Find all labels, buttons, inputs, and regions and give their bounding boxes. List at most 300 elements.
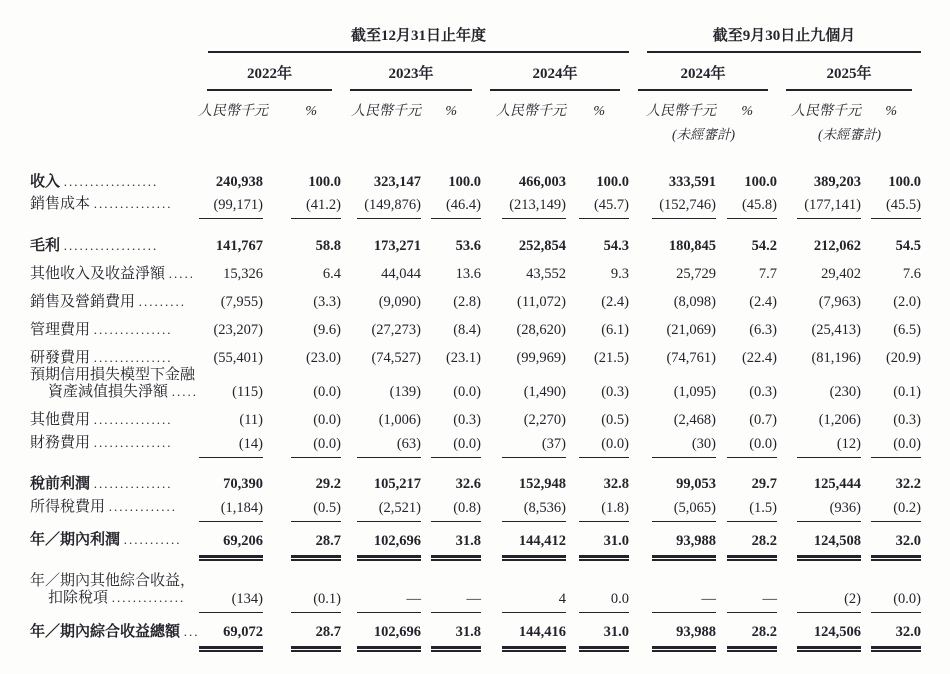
percent-value: 7.6 [902, 265, 921, 282]
percent-value: (0.0) [579, 436, 629, 458]
amount-cell [777, 384, 861, 401]
percent-value: (2.0) [893, 293, 921, 310]
percent-cell [861, 476, 921, 493]
row-label [30, 350, 198, 367]
percent-value: 58.8 [315, 237, 341, 254]
amount-value: (14) [199, 436, 263, 458]
row-label [30, 412, 198, 429]
percent-value: 31.8 [431, 533, 481, 558]
amount-value: 212,062 [813, 237, 861, 254]
amount-value: (63) [357, 436, 421, 458]
amount-cell [341, 197, 421, 219]
amount-cell [629, 624, 716, 649]
row-label-text: 收入 [30, 173, 61, 190]
table-body [30, 163, 921, 649]
percent-cell [566, 384, 629, 401]
amount-value: 99,053 [676, 476, 716, 493]
amount-cell [777, 322, 861, 339]
amount-value: 29,402 [821, 265, 861, 282]
unit-label-pct: % [741, 104, 753, 119]
amount-value: (2) [797, 591, 861, 613]
percent-cell [861, 197, 921, 219]
amount-cell [481, 174, 566, 191]
percent-value: 32.6 [455, 476, 481, 493]
amount-cell [198, 533, 263, 558]
amount-cell [341, 322, 421, 339]
amount-cell [777, 266, 861, 283]
percent-value: (20.9) [885, 349, 921, 366]
amount-value: 70,390 [223, 476, 263, 493]
amount-cell [198, 294, 263, 311]
amount-cell [198, 591, 263, 613]
amount-cell [198, 174, 263, 191]
amount-value: 323,147 [373, 173, 421, 190]
amount-value: (81,196) [811, 349, 861, 366]
percent-value: (1.8) [579, 500, 629, 522]
amount-cell [481, 500, 566, 522]
row-other-expenses [30, 402, 921, 430]
unit-label-rmb: 人民幣千元 [496, 104, 566, 119]
percent-value: 6.4 [322, 265, 341, 282]
row-label-text: 稅前利潤 [30, 476, 91, 493]
percent-value: (2.4) [749, 293, 777, 310]
row-other-income-and-gains-net [30, 255, 921, 283]
amount-cell [629, 476, 716, 493]
amount-value: 124,506 [797, 624, 861, 649]
amount-cell [777, 238, 861, 255]
percent-cell [566, 533, 629, 558]
amount-value: (134) [199, 591, 263, 613]
row-label [30, 532, 198, 557]
row-label-text: 年／期內綜合收益總額 [30, 623, 181, 640]
amount-cell [777, 533, 861, 558]
percent-cell [716, 350, 777, 367]
row-label-line1: 年／期內其他綜合收益， [30, 572, 196, 589]
row-label-line2: 扣除稅項 [48, 590, 109, 607]
percent-value: (2.8) [453, 293, 481, 310]
amount-cell [629, 384, 716, 401]
unit-label-pct: % [593, 104, 605, 119]
amount-value: (99,969) [516, 349, 566, 366]
row-profit-for-the-year-period [30, 530, 921, 558]
percent-value: (0.0) [291, 436, 341, 458]
percent-cell [566, 476, 629, 493]
percent-value: (0.2) [871, 500, 921, 522]
percent-cell [421, 533, 481, 558]
amount-cell [481, 591, 566, 613]
dot-leader: .............. [111, 590, 186, 606]
percent-value: (2.4) [601, 293, 629, 310]
percent-value: (0.3) [893, 412, 921, 429]
percent-cell [861, 322, 921, 339]
percent-value: (0.1) [291, 591, 341, 613]
amount-cell [341, 350, 421, 367]
dot-leader: ............... [93, 434, 173, 450]
percent-cell [421, 197, 481, 219]
amount-value: (21,069) [666, 321, 716, 338]
amount-cell [341, 476, 421, 493]
amount-cell [481, 476, 566, 493]
dot-leader: ... [183, 623, 200, 639]
amount-value: (12) [797, 436, 861, 458]
amount-cell [481, 436, 566, 458]
amount-cell [341, 384, 421, 401]
amount-cell [198, 238, 263, 255]
percent-cell [263, 533, 341, 558]
percent-cell [566, 238, 629, 255]
percent-cell [861, 350, 921, 367]
row-label [30, 266, 198, 283]
percent-cell [716, 266, 777, 283]
percent-value: — [431, 591, 481, 613]
percent-value: (8.4) [453, 321, 481, 338]
amount-cell [198, 436, 263, 458]
amount-cell [198, 500, 263, 522]
amount-cell [777, 294, 861, 311]
row-label-text: 年／期內利潤 [30, 532, 121, 549]
amount-cell [629, 197, 716, 219]
amount-cell [481, 197, 566, 219]
amount-value: (2,521) [357, 500, 421, 522]
row-label [30, 367, 198, 402]
amount-value: (11) [239, 412, 263, 429]
percent-cell [861, 624, 921, 649]
amount-cell [198, 412, 263, 429]
percent-value: 29.2 [315, 476, 341, 493]
percent-value: (21.5) [593, 349, 629, 366]
percent-value: 13.6 [455, 265, 481, 282]
percent-cell [716, 174, 777, 191]
percent-cell [566, 624, 629, 649]
percent-value: (0.0) [453, 384, 481, 401]
percent-value: (0.0) [871, 436, 921, 458]
unit-label-pct: % [885, 104, 897, 119]
amount-value: (7,955) [220, 293, 263, 310]
amount-value: 389,203 [813, 173, 861, 190]
percent-cell [566, 266, 629, 283]
amount-value: (25,413) [811, 321, 861, 338]
amount-cell [198, 384, 263, 401]
percent-cell [263, 624, 341, 649]
percent-cell [566, 322, 629, 339]
percent-cell [263, 436, 341, 458]
row-label [30, 499, 198, 522]
percent-cell [566, 174, 629, 191]
percent-cell [263, 350, 341, 367]
amount-value: 93,988 [652, 624, 716, 649]
percent-cell [263, 174, 341, 191]
row-profit-before-tax [30, 466, 921, 494]
dot-leader: ..... [171, 384, 199, 400]
row-label-line1: 預期信用損失模型下金融 [30, 367, 196, 383]
amount-value: (37) [502, 436, 566, 458]
amount-value: 105,217 [373, 476, 421, 493]
percent-value: (23.1) [445, 349, 481, 366]
amount-value: 69,206 [199, 533, 263, 558]
amount-value: 240,938 [215, 173, 263, 190]
percent-cell [263, 266, 341, 283]
percent-cell [263, 412, 341, 429]
row-label [30, 238, 198, 255]
amount-value: (74,527) [371, 349, 421, 366]
percent-cell [421, 350, 481, 367]
percent-value: (9.6) [313, 321, 341, 338]
amount-value: 333,591 [668, 173, 716, 190]
percent-cell [421, 476, 481, 493]
amount-cell [341, 294, 421, 311]
percent-cell [716, 322, 777, 339]
percent-value: 28.2 [727, 624, 777, 649]
amount-cell [629, 266, 716, 283]
amount-cell [198, 197, 263, 219]
dot-leader: ............. [108, 498, 178, 514]
dot-leader: ......... [138, 293, 187, 309]
percent-cell [566, 591, 629, 613]
percent-value: 53.6 [455, 237, 481, 254]
row-label [30, 174, 198, 191]
percent-cell [861, 294, 921, 311]
percent-cell [566, 350, 629, 367]
amount-cell [629, 238, 716, 255]
percent-cell [861, 238, 921, 255]
percent-value: (45.7) [579, 197, 629, 219]
percent-value: 54.2 [751, 237, 777, 254]
percent-cell [716, 294, 777, 311]
amount-value: (8,536) [502, 500, 566, 522]
row-label-text: 管理費用 [30, 321, 91, 338]
amount-value: (1,184) [199, 500, 263, 522]
amount-value: (5,065) [652, 500, 716, 522]
percent-cell [861, 174, 921, 191]
amount-cell [777, 174, 861, 191]
amount-value: (139) [389, 384, 421, 401]
year-header-2023: 2023年 [350, 62, 472, 91]
row-label-text: 所得稅費用 [30, 498, 106, 515]
column-group-interim [647, 24, 921, 53]
percent-cell [861, 384, 921, 401]
amount-cell [481, 624, 566, 649]
amount-cell [777, 500, 861, 522]
percent-cell [716, 500, 777, 522]
amount-cell [341, 174, 421, 191]
amount-cell [629, 174, 716, 191]
amount-cell [629, 350, 716, 367]
percent-value: (0.7) [749, 412, 777, 429]
column-group-row [30, 24, 921, 53]
percent-cell [861, 591, 921, 613]
amount-value: (11,072) [517, 293, 566, 310]
amount-value: (23,207) [213, 321, 263, 338]
percent-value: 100.0 [744, 173, 777, 190]
amount-cell [629, 436, 716, 458]
row-label [30, 196, 198, 219]
percent-cell [716, 412, 777, 429]
percent-cell [263, 500, 341, 522]
percent-value: (0.1) [893, 384, 921, 401]
percent-value: (45.8) [727, 197, 777, 219]
amount-cell [481, 533, 566, 558]
amount-value: 180,845 [668, 237, 716, 254]
percent-value: 29.7 [751, 476, 777, 493]
percent-cell [263, 591, 341, 613]
amount-cell [481, 238, 566, 255]
percent-value: 100.0 [888, 173, 921, 190]
amount-cell [629, 294, 716, 311]
amount-value: (9,090) [378, 293, 421, 310]
amount-value: (1,006) [378, 412, 421, 429]
amount-value: (30) [652, 436, 716, 458]
percent-value: 31.0 [579, 533, 629, 558]
unit-label-rmb: 人民幣千元 [646, 104, 716, 119]
percent-cell [421, 322, 481, 339]
amount-cell [777, 476, 861, 493]
percent-value: (6.5) [893, 321, 921, 338]
dot-leader: ............... [93, 349, 173, 365]
row-gross-profit [30, 227, 921, 255]
percent-cell [421, 266, 481, 283]
unaudited-note: (未經審計) [672, 127, 735, 142]
amount-cell [481, 384, 566, 401]
amount-cell [198, 624, 263, 649]
amount-value: 44,044 [381, 265, 421, 282]
percent-cell [421, 294, 481, 311]
amount-value: (99,171) [199, 197, 263, 219]
percent-value: 32.8 [603, 476, 629, 493]
amount-cell [341, 266, 421, 283]
percent-value: (0.3) [453, 412, 481, 429]
amount-value: 124,508 [797, 533, 861, 558]
percent-cell [421, 500, 481, 522]
percent-cell [716, 238, 777, 255]
percent-cell [421, 436, 481, 458]
percent-cell [263, 322, 341, 339]
percent-value: (0.0) [313, 384, 341, 401]
amount-cell [341, 412, 421, 429]
percent-value: (45.5) [871, 197, 921, 219]
percent-cell [421, 238, 481, 255]
amount-cell [777, 624, 861, 649]
interim-group-title: 截至9月30日止九個月 [712, 28, 856, 44]
percent-value: (22.4) [741, 349, 777, 366]
column-group-annual [208, 24, 629, 53]
amount-value: (2,468) [673, 412, 716, 429]
percent-value: (46.4) [431, 197, 481, 219]
row-income-tax-expense [30, 494, 921, 522]
amount-value: 173,271 [373, 237, 421, 254]
amount-cell [341, 533, 421, 558]
amount-value: 466,003 [518, 173, 566, 190]
percent-cell [716, 436, 777, 458]
amount-value: (213,149) [502, 197, 566, 219]
percent-value: (0.8) [431, 500, 481, 522]
amount-cell [777, 350, 861, 367]
amount-value: 144,416 [502, 624, 566, 649]
amount-cell [629, 533, 716, 558]
amount-value: 43,552 [526, 265, 566, 282]
percent-value: 32.2 [895, 476, 921, 493]
amount-value: (1,206) [818, 412, 861, 429]
income-statement-table [30, 24, 921, 649]
amount-cell [629, 322, 716, 339]
amount-cell [777, 591, 861, 613]
percent-value: 7.7 [758, 265, 777, 282]
row-label-text: 銷售成本 [30, 196, 91, 213]
amount-value: (1,095) [673, 384, 716, 401]
row-revenue [30, 163, 921, 191]
amount-value: — [652, 591, 716, 613]
percent-cell [263, 197, 341, 219]
amount-value: (115) [232, 384, 263, 401]
amount-cell [629, 591, 716, 613]
amount-value: (152,746) [652, 197, 716, 219]
percent-cell [861, 412, 921, 429]
row-label-text: 研發費用 [30, 349, 91, 366]
amount-cell [481, 322, 566, 339]
percent-value: (41.2) [291, 197, 341, 219]
amount-cell [481, 412, 566, 429]
amount-cell [481, 266, 566, 283]
percent-cell [861, 533, 921, 558]
unit-label-pct: % [445, 104, 457, 119]
percent-cell [566, 436, 629, 458]
amount-value: 102,696 [357, 624, 421, 649]
amount-value: 93,988 [652, 533, 716, 558]
percent-cell [421, 174, 481, 191]
percent-value: (0.5) [601, 412, 629, 429]
amount-value: 69,072 [199, 624, 263, 649]
percent-cell [716, 384, 777, 401]
percent-value: 100.0 [596, 173, 629, 190]
percent-cell [861, 500, 921, 522]
unaudited-note: (未經審計) [818, 127, 881, 142]
amount-value: (74,761) [666, 349, 716, 366]
percent-value: (6.3) [749, 321, 777, 338]
percent-cell [566, 294, 629, 311]
unit-label-rmb: 人民幣千元 [351, 104, 421, 119]
percent-cell [263, 476, 341, 493]
dot-leader: ............... [93, 476, 173, 492]
percent-value: 9.3 [610, 265, 629, 282]
amount-value: (28,620) [516, 321, 566, 338]
percent-cell [716, 624, 777, 649]
amount-cell [198, 322, 263, 339]
percent-cell [263, 384, 341, 401]
row-label-text: 毛利 [30, 237, 61, 254]
row-label-text: 財務費用 [30, 434, 91, 451]
amount-value: (177,141) [797, 197, 861, 219]
row-finance-costs [30, 430, 921, 458]
percent-cell [566, 412, 629, 429]
percent-value: (0.0) [871, 591, 921, 613]
amount-value: (230) [829, 384, 861, 401]
row-label-text: 其他收入及收益淨額 [30, 265, 166, 282]
percent-value: 100.0 [448, 173, 481, 190]
unit-label-rmb: 人民幣千元 [791, 104, 861, 119]
amount-cell [777, 436, 861, 458]
table-header [30, 24, 921, 143]
percent-value: 28.7 [291, 533, 341, 558]
row-label [30, 322, 198, 339]
amount-cell [777, 197, 861, 219]
amount-value: (7,963) [818, 293, 861, 310]
percent-cell [566, 197, 629, 219]
dot-leader: ............... [93, 321, 173, 337]
amount-cell [481, 294, 566, 311]
percent-value: (0.0) [727, 436, 777, 458]
row-rd-expenses [30, 339, 921, 367]
row-label [30, 435, 198, 458]
unit-label-pct: % [305, 104, 317, 119]
